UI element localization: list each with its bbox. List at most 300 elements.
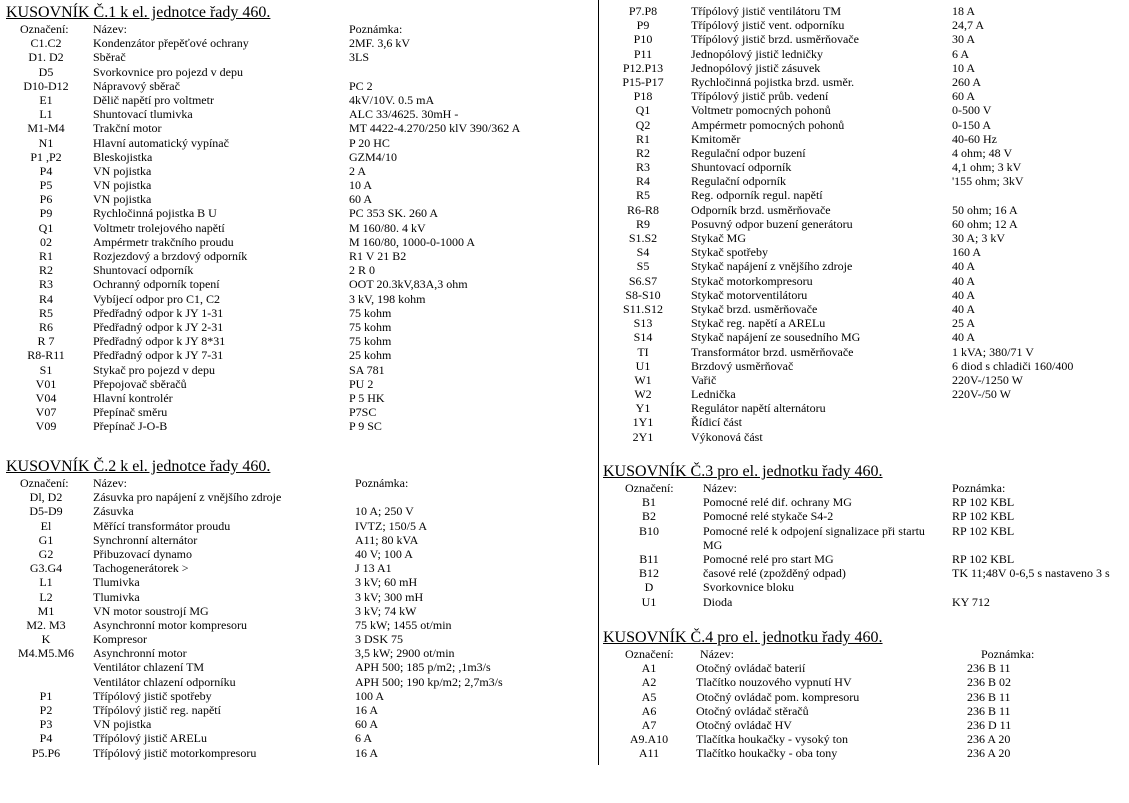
- table-row: [603, 430, 1123, 444]
- cell-oznaceni: P1: [39, 688, 53, 703]
- table-row: [6, 65, 591, 79]
- cell-nazev: Otočný ovládač stěračů: [696, 703, 809, 718]
- cell-poznamka: 236 A 20: [967, 732, 1011, 747]
- cell-oznaceni: B1: [641, 495, 656, 510]
- cell-nazev: Posuvný odpor buzení generátoru: [691, 216, 853, 231]
- cell-poznamka: 6 A: [952, 46, 970, 61]
- cell-poznamka: 0-150 A: [952, 117, 991, 132]
- table-row: [603, 566, 1123, 580]
- cell-oznaceni: P5: [39, 178, 53, 193]
- cell-nazev: Pomocné relé pro start MG: [703, 551, 834, 566]
- cell-nazev: Dioda: [703, 594, 733, 609]
- cell-oznaceni: N1: [38, 135, 54, 150]
- cell-poznamka: 40 V; 100 A: [355, 546, 413, 561]
- cell-nazev: Předřadný odpor k JY 8*31: [93, 334, 226, 349]
- cell-nazev: Pomocné relé stykače S4-2: [703, 509, 834, 524]
- cell-nazev: Voltmetr trolejového napětí: [93, 220, 225, 235]
- kusovnik-1-rows: [6, 36, 591, 433]
- cell-nazev: Bleskojistka: [93, 149, 153, 164]
- cell-poznamka: PC 2: [349, 78, 373, 93]
- header-oznaceni: Označení:: [625, 647, 674, 661]
- table-row: [6, 206, 591, 220]
- cell-oznaceni: P2: [39, 703, 53, 717]
- cell-nazev: Tlačítka houkačky - vysoký ton: [696, 732, 848, 747]
- table-row: [603, 103, 1123, 117]
- cell-oznaceni: U1: [635, 358, 651, 373]
- cell-nazev: Třípólový jistič ventilátoru TM: [691, 4, 842, 18]
- cell-nazev: Otočný ovládač pom. kompresoru: [696, 689, 860, 704]
- cell-oznaceni: 1Y1: [632, 415, 654, 430]
- kusovnik-1-header: [6, 22, 591, 36]
- cell-oznaceni: P7.P8: [628, 4, 658, 18]
- table-row: [6, 604, 591, 618]
- cell-poznamka: A11; 80 kVA: [355, 532, 419, 547]
- cell-oznaceni: D10-D12: [23, 78, 69, 93]
- table-row: [603, 580, 1123, 594]
- cell-nazev: Synchronní alternátor: [93, 532, 198, 547]
- cell-poznamka: APH 500; 185 p/m2; ,1m3/s: [355, 660, 491, 675]
- cell-nazev: Svorkovnice bloku: [703, 580, 794, 595]
- cell-oznaceni: M1-M4: [27, 121, 65, 136]
- cell-oznaceni: P10: [633, 32, 653, 47]
- cell-poznamka: R1 V 21 B2: [349, 249, 407, 263]
- cell-nazev: VN pojistka: [93, 163, 152, 178]
- cell-poznamka: 16 A: [355, 745, 379, 760]
- header-nazev: Název:: [93, 476, 127, 490]
- table-row: [603, 288, 1123, 302]
- cell-poznamka: 6 A: [355, 731, 373, 746]
- cell-poznamka: 2 R 0: [349, 263, 376, 278]
- table-row: [603, 302, 1123, 316]
- cell-poznamka: TK 11;48V 0-6,5 s nastaveno 3 s: [952, 566, 1110, 581]
- table-row: [603, 203, 1123, 217]
- cell-oznaceni: B11: [639, 551, 659, 566]
- table-row: [603, 174, 1123, 188]
- cell-nazev: Stykač napájení ze sousedního MG: [691, 330, 861, 345]
- cell-oznaceni: P9: [636, 18, 650, 33]
- cell-oznaceni: V01: [35, 376, 57, 391]
- cell-nazev: Voltmetr pomocných pohonů: [691, 103, 831, 118]
- cell-oznaceni: R8-R11: [27, 348, 65, 363]
- kusovnik-2-header: [6, 476, 591, 490]
- cell-poznamka: RP 102 KBL: [952, 509, 1015, 524]
- cell-nazev: Vařič: [691, 372, 717, 387]
- table-row: [603, 330, 1123, 344]
- cell-nazev: Kmitoměr: [691, 131, 741, 146]
- cell-poznamka: 25 kohm: [349, 348, 392, 363]
- header-nazev: Název:: [700, 647, 734, 661]
- kusovnik-3-header: [603, 481, 1123, 495]
- cell-oznaceni: Q2: [635, 117, 651, 132]
- cell-oznaceni: B10: [638, 523, 659, 538]
- cell-poznamka: MT 4422-4.270/250 klV 390/362 A: [349, 121, 521, 136]
- cell-nazev: Stykač brzd. usměrňovače: [691, 301, 818, 316]
- cell-poznamka: APH 500; 190 kp/m2; 2,7m3/s: [355, 674, 503, 689]
- cell-nazev: Jednopólový jistič ledničky: [691, 46, 823, 61]
- cell-nazev: Třípólový jistič ARELu: [93, 731, 207, 746]
- table-row: [6, 50, 591, 64]
- cell-oznaceni: P18: [633, 89, 653, 104]
- kusovnik-4: [603, 629, 1123, 761]
- header-nazev: Název:: [703, 481, 737, 495]
- cell-oznaceni: R5: [38, 305, 53, 320]
- table-row: [603, 259, 1123, 273]
- cell-poznamka: M 160/80. 4 kV: [349, 220, 426, 235]
- table-row: [603, 732, 1123, 746]
- kusovnik-1-title: KUSOVNÍK Č.1 k el. jednotce řady 460.: [6, 4, 271, 21]
- cell-nazev: Odporník brzd. usměrňovače: [691, 202, 831, 217]
- cell-nazev: Zásuvka pro napájení z vnějšího zdroje: [93, 490, 282, 505]
- cell-oznaceni: A1: [641, 661, 657, 676]
- table-row: [6, 405, 591, 419]
- cell-nazev: Řídicí část: [691, 415, 742, 430]
- cell-nazev: Tachogenerátorek >: [93, 561, 189, 576]
- cell-oznaceni: TI: [637, 344, 649, 359]
- cell-poznamka: 25 A: [952, 316, 976, 331]
- cell-nazev: Stykač reg. napětí a ARELu: [691, 316, 826, 331]
- cell-oznaceni: R2: [38, 263, 53, 278]
- cell-nazev: Transformátor brzd. usměrňovače: [691, 344, 854, 359]
- cell-nazev: Reg. odporník regul. napětí: [691, 188, 823, 203]
- kusovnik-4-header: [603, 647, 1123, 661]
- cell-oznaceni: M1: [37, 603, 55, 618]
- table-row: [603, 746, 1123, 760]
- table-row: [6, 235, 591, 249]
- cell-poznamka: 220V-/50 W: [952, 387, 1012, 402]
- table-row: [603, 89, 1123, 103]
- table-row: [6, 561, 591, 575]
- table-row: [6, 79, 591, 93]
- cell-oznaceni: P6: [39, 192, 53, 207]
- cell-poznamka: 60 A: [349, 192, 373, 207]
- table-row: [603, 359, 1123, 373]
- cell-poznamka: 18 A: [952, 4, 976, 18]
- cell-poznamka: PC 353 SK. 260 A: [349, 206, 439, 221]
- cell-oznaceni: W1: [634, 372, 652, 387]
- cell-poznamka: 4,1 ohm; 3 kV: [952, 160, 1022, 175]
- table-row: [6, 391, 591, 405]
- cell-nazev: Stykač MG: [691, 231, 746, 245]
- cell-oznaceni: R 7: [37, 334, 55, 349]
- table-row: [603, 75, 1123, 89]
- cell-oznaceni: G2: [38, 546, 54, 561]
- table-row: [6, 348, 591, 362]
- cell-oznaceni: Dl, D2: [29, 490, 63, 505]
- cell-poznamka: 75 kW; 1455 ot/min: [355, 617, 452, 632]
- kusovnik-2: [6, 458, 591, 760]
- cell-oznaceni: A5: [641, 689, 657, 704]
- cell-poznamka: 60 ohm; 12 A: [952, 216, 1018, 231]
- cell-nazev: VN pojistka: [93, 192, 152, 207]
- table-row: [6, 490, 591, 504]
- cell-oznaceni: P1 ,P2: [30, 149, 62, 164]
- table-row: [6, 334, 591, 348]
- table-row: [603, 245, 1123, 259]
- cell-poznamka: 6 diod s chladiči 160/400: [952, 358, 1074, 373]
- cell-nazev: Rozjezdový a brzdový odporník: [93, 249, 248, 263]
- cell-oznaceni: D1. D2: [28, 50, 64, 65]
- table-row: [6, 689, 591, 703]
- cell-oznaceni: A7: [641, 717, 657, 732]
- cell-nazev: Stykač motorventilátoru: [691, 287, 808, 302]
- cell-oznaceni: G3.G4: [29, 561, 63, 576]
- cell-nazev: Zásuvka: [93, 504, 134, 519]
- table-row: [6, 93, 591, 107]
- kusovnik-3: [603, 463, 1123, 609]
- cell-poznamka: 4 ohm; 48 V: [952, 145, 1013, 160]
- cell-poznamka: 1 kVA; 380/71 V: [952, 344, 1034, 359]
- cell-oznaceni: D: [644, 580, 654, 595]
- cell-poznamka: RP 102 KBL: [952, 495, 1015, 510]
- header-poznamka: Poznámka:: [981, 647, 1035, 661]
- cell-nazev: Trakční motor: [93, 121, 162, 136]
- cell-poznamka: RP 102 KBL: [952, 523, 1015, 538]
- table-row: [603, 118, 1123, 132]
- cell-oznaceni: D5-D9: [29, 504, 63, 519]
- cell-poznamka: GZM4/10: [349, 149, 397, 164]
- cell-oznaceni: L1: [39, 107, 53, 122]
- cell-poznamka: 160 A: [952, 245, 982, 260]
- table-row: [6, 590, 591, 604]
- cell-oznaceni: P4: [39, 163, 53, 178]
- cell-nazev: Stykač pro pojezd v depu: [93, 362, 215, 377]
- cell-oznaceni: P9: [39, 206, 53, 221]
- table-row: [603, 47, 1123, 61]
- cell-poznamka: SA 781: [349, 362, 385, 377]
- cell-nazev: Hlavní kontrolér: [93, 390, 173, 405]
- cell-oznaceni: R2: [635, 145, 650, 160]
- cell-oznaceni: M2. M3: [26, 617, 66, 632]
- cell-oznaceni: P3: [39, 717, 53, 732]
- table-row: [603, 704, 1123, 718]
- table-row: [603, 316, 1123, 330]
- table-row: [6, 136, 591, 150]
- cell-nazev: Třípólový jistič průb. vedení: [691, 89, 829, 104]
- cell-nazev: Tlumivka: [93, 575, 140, 590]
- cell-poznamka: '155 ohm; 3kV: [952, 174, 1024, 189]
- cell-oznaceni: R3: [38, 277, 53, 292]
- cell-nazev: Stykač spotřeby: [691, 245, 768, 260]
- header-poznamka: Poznámka:: [952, 481, 1006, 495]
- kusovnik-3-title: KUSOVNÍK Č.3 pro el. jednotku řady 460.: [603, 463, 883, 480]
- cell-oznaceni: A11: [638, 746, 660, 761]
- cell-oznaceni: B12: [638, 566, 659, 581]
- cell-nazev: Ochranný odporník topení: [93, 277, 220, 292]
- table-row: [6, 221, 591, 235]
- table-row: [603, 387, 1123, 401]
- cell-oznaceni: B2: [641, 509, 656, 524]
- cell-oznaceni: S11.S12: [623, 301, 663, 316]
- cell-nazev: Ventilátor chlazení TM: [93, 660, 205, 675]
- cell-oznaceni: R4: [38, 291, 53, 306]
- table-row: [6, 646, 591, 660]
- cell-nazev: Lednička: [691, 387, 736, 402]
- cell-oznaceni: R3: [635, 160, 650, 175]
- cell-poznamka: PU 2: [349, 376, 374, 391]
- cell-oznaceni: E1: [39, 92, 53, 107]
- table-row: [603, 32, 1123, 46]
- header-poznamka: Poznámka:: [349, 22, 403, 36]
- table-row: [6, 192, 591, 206]
- cell-poznamka: P 5 HK: [349, 390, 385, 405]
- cell-nazev: Svorkovnice pro pojezd v depu: [93, 64, 243, 79]
- cell-poznamka: 75 kohm: [349, 334, 392, 349]
- cell-poznamka: M 160/80, 1000-0-1000 A: [349, 234, 475, 249]
- cell-oznaceni: L2: [39, 589, 53, 604]
- kusovnik-4-title: KUSOVNÍK Č.4 pro el. jednotku řady 460.: [603, 629, 883, 646]
- cell-nazev: Pomocné relé k odpojení signalizace při startu: [703, 523, 925, 538]
- cell-nazev: Stykač motorkompresoru: [691, 273, 813, 288]
- cell-oznaceni: El: [40, 518, 52, 533]
- cell-nazev: Otočný ovládač HV: [696, 717, 792, 732]
- cell-oznaceni: S6.S7: [628, 273, 658, 288]
- cell-oznaceni: D5: [38, 64, 54, 79]
- header-nazev: Název:: [93, 22, 127, 36]
- table-row: [6, 703, 591, 717]
- table-row: [6, 504, 591, 518]
- cell-poznamka: P 20 HC: [349, 135, 390, 150]
- cell-poznamka: 3 kV; 60 mH: [355, 575, 418, 590]
- cell-nazev: Hlavní automatický vypínač: [93, 135, 229, 150]
- table-row: [6, 632, 591, 646]
- cell-nazev: Pomocné relé dif. ochrany MG: [703, 495, 852, 510]
- table-row: [603, 274, 1123, 288]
- cell-nazev: Ventilátor chlazení odporníku: [93, 674, 236, 689]
- table-row: [603, 160, 1123, 174]
- cell-nazev: VN motor soustrojí MG: [93, 603, 209, 618]
- cell-oznaceni: M4.M5.M6: [17, 646, 74, 661]
- cell-oznaceni: P11: [633, 46, 653, 61]
- cell-poznamka: 60 A: [355, 717, 379, 732]
- table-row: [603, 217, 1123, 231]
- cell-poznamka: 100 A: [355, 688, 385, 703]
- cell-oznaceni: P15-P17: [622, 74, 664, 89]
- cell-oznaceni: Y1: [635, 401, 651, 416]
- table-row: [603, 690, 1123, 704]
- cell-nazev: Ampérmetr pomocných pohonů: [691, 117, 845, 132]
- table-row: [603, 552, 1123, 566]
- cell-nazev: časové relé (zpožděný odpad): [703, 566, 846, 581]
- cell-oznaceni: Q1: [38, 220, 54, 235]
- table-row: [6, 263, 591, 277]
- cell-nazev: Třípólový jistič brzd. usměrňovače: [691, 32, 859, 47]
- cell-nazev: Ampérmetr trakčního proudu: [93, 234, 234, 249]
- cell-poznamka: 40 A: [952, 301, 976, 316]
- cell-nazev: Regulátor napětí alternátoru: [691, 401, 826, 416]
- cell-poznamka: 236 B 11: [967, 689, 1011, 704]
- header-oznaceni: Označení:: [625, 481, 674, 495]
- table-row: [603, 495, 1123, 509]
- table-row: [603, 401, 1123, 415]
- cell-poznamka: J 13 A1: [355, 561, 392, 576]
- table-row: [603, 61, 1123, 75]
- cell-poznamka: 40-60 Hz: [952, 131, 997, 146]
- kusovnik-4-rows: [603, 661, 1123, 760]
- cell-nazev: Sběrač: [93, 50, 126, 65]
- cell-oznaceni: S1.S2: [628, 231, 658, 245]
- cell-oznaceni: K: [41, 632, 51, 647]
- cell-nazev: Brzdový usměrňovač: [691, 358, 794, 373]
- cell-nazev: Shuntovací odporník: [93, 263, 194, 278]
- cell-oznaceni: C1.C2: [30, 36, 62, 51]
- cell-nazev: Přepínač J-O-B: [93, 419, 168, 434]
- table-row: [603, 231, 1123, 245]
- cell-poznamka: P7SC: [349, 405, 377, 420]
- cell-poznamka: 24,7 A: [952, 18, 985, 33]
- table-row: [6, 121, 591, 135]
- cell-nazev: Asynchronní motor kompresoru: [93, 617, 247, 632]
- cell-oznaceni: R6-R8: [626, 202, 659, 217]
- cell-nazev: Třípólový jistič reg. napětí: [93, 703, 221, 717]
- cell-poznamka: 220V-/1250 W: [952, 372, 1024, 387]
- table-row: [603, 132, 1123, 146]
- cell-nazev: Předřadný odpor k JY 7-31: [93, 348, 224, 363]
- cell-nazev: VN pojistka: [93, 717, 152, 732]
- cell-oznaceni: S1: [39, 362, 53, 377]
- table-row: [603, 675, 1123, 689]
- table-row: [603, 345, 1123, 359]
- cell-poznamka: 10 A; 250 V: [355, 504, 414, 519]
- cell-oznaceni: P12.P13: [622, 60, 664, 75]
- cell-poznamka: 2 A: [349, 163, 367, 178]
- cell-oznaceni: S14: [633, 330, 653, 345]
- table-row: [603, 595, 1123, 609]
- cell-poznamka: 3 DSK 75: [355, 632, 404, 647]
- table-row: [6, 320, 591, 334]
- column-divider: [598, 0, 599, 765]
- cell-oznaceni: V09: [35, 419, 57, 434]
- cell-poznamka: 40 A: [952, 273, 976, 288]
- cell-oznaceni: P4: [39, 731, 53, 746]
- cell-oznaceni: R4: [635, 174, 650, 189]
- kusovnik-3-rows: [603, 495, 1123, 609]
- cell-oznaceni: R5: [635, 188, 650, 203]
- cell-oznaceni: 02: [40, 234, 52, 249]
- cell-poznamka: 236 D 11: [967, 717, 1012, 732]
- cell-poznamka: 10 A: [349, 178, 373, 193]
- cell-nazev: Shuntovací tlumivka: [93, 107, 193, 122]
- cell-poznamka: 75 kohm: [349, 319, 392, 334]
- cell-oznaceni: R1: [635, 131, 650, 146]
- kusovnik-2-rows: [6, 490, 591, 760]
- cell-nazev: Předřadný odpor k JY 2-31: [93, 319, 224, 334]
- table-row: [603, 146, 1123, 160]
- cell-poznamka: 260 A: [952, 74, 982, 89]
- cell-oznaceni: S8-S10: [625, 287, 661, 302]
- cell-oznaceni: G1: [38, 532, 54, 547]
- table-row: [6, 731, 591, 745]
- table-row: [6, 36, 591, 50]
- cell-nazev: Dělič napětí pro voltmetr: [93, 92, 214, 107]
- table-row: [6, 178, 591, 192]
- cell-oznaceni: Q1: [635, 103, 651, 118]
- kusovnik-2-title: KUSOVNÍK Č.2 k el. jednotce řady 460.: [6, 458, 271, 475]
- table-row: [6, 277, 591, 291]
- cell-nazev: Otočný ovládač baterií: [696, 661, 806, 676]
- cell-poznamka: 236 B 11: [967, 703, 1011, 718]
- table-row: [6, 292, 591, 306]
- header-oznaceni: Označení:: [20, 22, 69, 36]
- table-row: [6, 533, 591, 547]
- cell-nazev: Měřící transformátor proudu: [93, 518, 231, 533]
- cell-poznamka: 60 A: [952, 89, 976, 104]
- cell-poznamka: 3 kV; 74 kW: [355, 603, 417, 618]
- cell-poznamka: 10 A: [952, 60, 976, 75]
- cell-oznaceni: W2: [634, 387, 652, 402]
- cell-nazev: Přibuzovací dynamo: [93, 546, 192, 561]
- cell-poznamka: 236 B 11: [967, 661, 1011, 676]
- cell-nazev: Třípólový jistič vent. odporníku: [691, 18, 845, 33]
